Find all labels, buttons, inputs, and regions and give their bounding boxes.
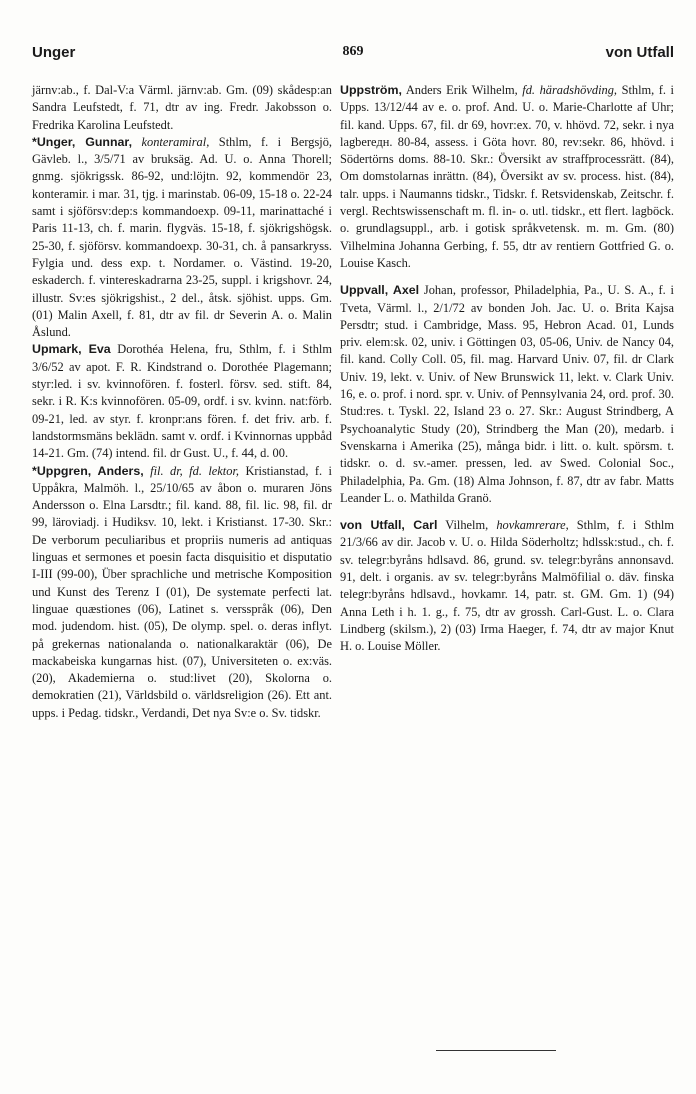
entry-body: Sthlm, f. i Sthlm 21/3/66 av dir. Jacob v. U. o. Hilda Söderholtz; hdlssk:stud., ch. f. sv. telegr:byråns hdlsavd. 86, grund. sv. telegr:byråns annonsavd. 91, delt. i organis. av sv. telegr:byråns Malmöfilial o. däv. finska telegr:byråns hdlsavd., hovkamr. 14, patr. st. GM. Gm. 1) (94) Anna Leth i h. 1. g., f. 75, dtr av grossh. Carl-Gust. L. o. Clara Lindberg (skilsm.), 2) (03) Irma Haeger, f. 74, dtr av major Knut H. o. Louise Möller. [340,518,674,654]
end-rule [436,1050,556,1051]
entry-unger [32,134,332,342]
entry-headword: von Utfall, Carl [340,518,438,533]
left-column [32,82,332,722]
entry-headword: Uppström, [340,83,402,97]
entry-body: järnv:ab., f. Dal-V:a Värml. järnv:ab. Gm. (09) skådesp:an Sandra Leufstedt, f. 71, dtr av ing. Fredr. Jakobsson o. Fredrika Karolina Leufstedt. [32,83,332,132]
entry-body: Sthlm, f. i Upps. 13/12/44 av e. o. prof. And. U. o. Marie-Charlotte af Uhr; fil. kand. Upps. 67, fil. dr 69, hovr:ex. 70, v. hhövd. 72, sekr. i nya lagbereдн. 80-84, assess. i Göta hovr. 80, rev:sekr. 86, hhövd. i Södertörns doms. 88-10. Skr.: Översikt av straffprocessrätt. (84), Om domstolarnas inrättn. (84), Översikt av sv. process. hist. (84), talr. upps. i Naumanns tidskr., Tidskr. f. Retsvidenskab, Zeitschr. f. vergl. Rechtswissenschaft m. fl. in- o. utl. tidskr., ett flert. lagböck. o. grundlagsuppl., arb. i gotisk språkvetensk. m. m. Gm. (80) Vilhelmina Johanna Gerbing, f. 55, dtr av rentiern Gottfried G. o. Louise Kasch. [340,83,675,270]
entry-uppstrom [340,82,674,272]
header-left-headword: Unger [32,44,76,61]
entry-upmark [32,341,332,462]
entry-headword: Uppvall, Axel [340,283,420,298]
right-column [340,82,674,656]
page-header [32,44,674,68]
header-right-headword: von Utfall [605,44,674,61]
entry-von-utfall [340,517,674,655]
entry-continuation [32,82,332,134]
entry-title: fd. häradshövding, [522,83,618,97]
entry-name-rest: Anders Erik Wilhelm, [405,83,518,97]
entry-title: konteramiral, [141,134,210,149]
entry-uppvall [340,282,674,507]
page-number: 869 [342,44,364,59]
entry-body: Dorothéa Helena, fru, Sthlm, f. i Sthlm 3/6/52 av apot. F. R. Kindstrand o. Dorothée Plagemann; styr:led. i sv. kvinnofören. f. fosterl. försv. sed. stift. 84, sekr. i R. K:s kvinnofören. 05-09, ordf. i sv. kvinn. nat:förb. 09-21, led. av styr. f. kronpr:ans fören. f. det friv. arb. f. landstormsmäns beklädn. samt v. ordf. i Kvinnornas uppbåd 14-21. Gm. (74) intend. fil. dr Gust. U., f. 44, d. 00. [32,342,332,461]
entry-title: fil. dr, fd. lektor, [150,463,239,478]
entry-body: Johan, professor, Philadelphia, Pa., U. S. A., f. i Tveta, Värml. l., 2/1/72 av bonden Joh. Jac. U. o. Brita Kajsa Persdtr; stud. i Cambridge, Mass. 95, Hebron Acad. 01, Lunds priv. elem:sk. 02, univ. i Göttingen 03, 05-06, Univ. de Nancy 04, fil. kand. Colly Coll. 05, fil. mag. Harvard Univ. 07, fil. dr Clark Univ. 19, lekt. v. Univ. of New Brunswick 11, lekt. v. Clark Univ. 16, e. o. prof. i nord. spr. v. Univ. of Pennsylvania 24, ord. prof. 30. Stud:res. t. Tyskl. 22, Island 23 o. 27. Skr.: August Strindberg, A Psychoanalytic Study (20), Strindberg the Man (20), medarb. i Svenskarna i Amerika (25), många bidr. i litt. o. kult. spörsm. t. tidskr. o. d. sv.-amer. pressen, led. av Swed. Colonial Soc., Philadelphia, Pa. Gm. (18) Alma Johnson, f. 87, dtr av fabr. Matts Leander L. o. Mathilda Granö. [340,283,674,505]
entry-headword: Upmark, Eva [32,342,111,357]
entry-title: hovkamrerare, [496,518,569,533]
entry-uppgren [32,463,332,722]
entry-body: Sthlm, f. i Bergsjö, Gävleb. l., 3/5/71 av bruksäg. Ad. U. o. Anna Thorell; gnmg. sjökrigssk. 86-92, und:löjtn. 92, kommendör 23, konteramir. i mar. 31, tjg. i marinstab. 06-09, 15-18 o. 22-24 samt i sjöförsv:dep:s kommandoexp. 09-11, marinattaché i Paris 11-13, ch. f. marin. flygväs. 15-18, f. sjökrigshögsk. 25-30, f. sjöförsv. kommandoexp. 30-31, ch. å pansarkryss. Fylgia und. dess exp. t. Nordamer. o. Västind. 19-20, eskaderch. f. vintereskadrarna 23-25, suppl. i krigshovr. 24, illustr. Sv:es sjökrigshist., 2 del., åtsk. sjöhist. upps. Gm. (01) Malin Axell, f. 81, dtr av fil. dr Severin A. o. Malin Åslund. [32,134,332,340]
entry-headword: *Unger, Gunnar, [32,134,133,149]
entry-headword: *Uppgren, Anders, [32,463,144,478]
entry-body: Kristianstad, f. i Uppåkra, Malmöh. l., 25/10/65 av åbon o. muraren Jöns Andersson o. Elna Larsdtr.; fil. kand. 88, fil. lic. 98, fil. dr 99, läroviadj. i Hudiksv. 10, lekt. i Kristianst. 17-30. Skr.: De verborum peculiaribus et propriis numeris ad antiquas linguas et sermones et poesin facta disquisitio et disputatio I-III (99-00), Über sprachliche und metrische Komposition und Kunst des Terenz I (01), De systemate perfecti lat. linguae quæstiones (06), Latinet s. versspråk (06), Den mod. judendom. hist. (05), De olymp. spel. o. deras inflyt. på grekernas nationalanda o. nationalkaraktär (06), De mackabeiska kungarnas hist. (07), Universiteten o. ex:väs. (20), Akademierna o. stud:livet (20), Skolorna o. demokratien (21), Världsbild o. världsreligion (26). Ett ant. upps. i Pedag. tidskr., Verdandi, Det nya Sv:e o. Sv. tidskr. [32,463,332,720]
entry-name-rest: Vilhelm, [445,518,489,533]
